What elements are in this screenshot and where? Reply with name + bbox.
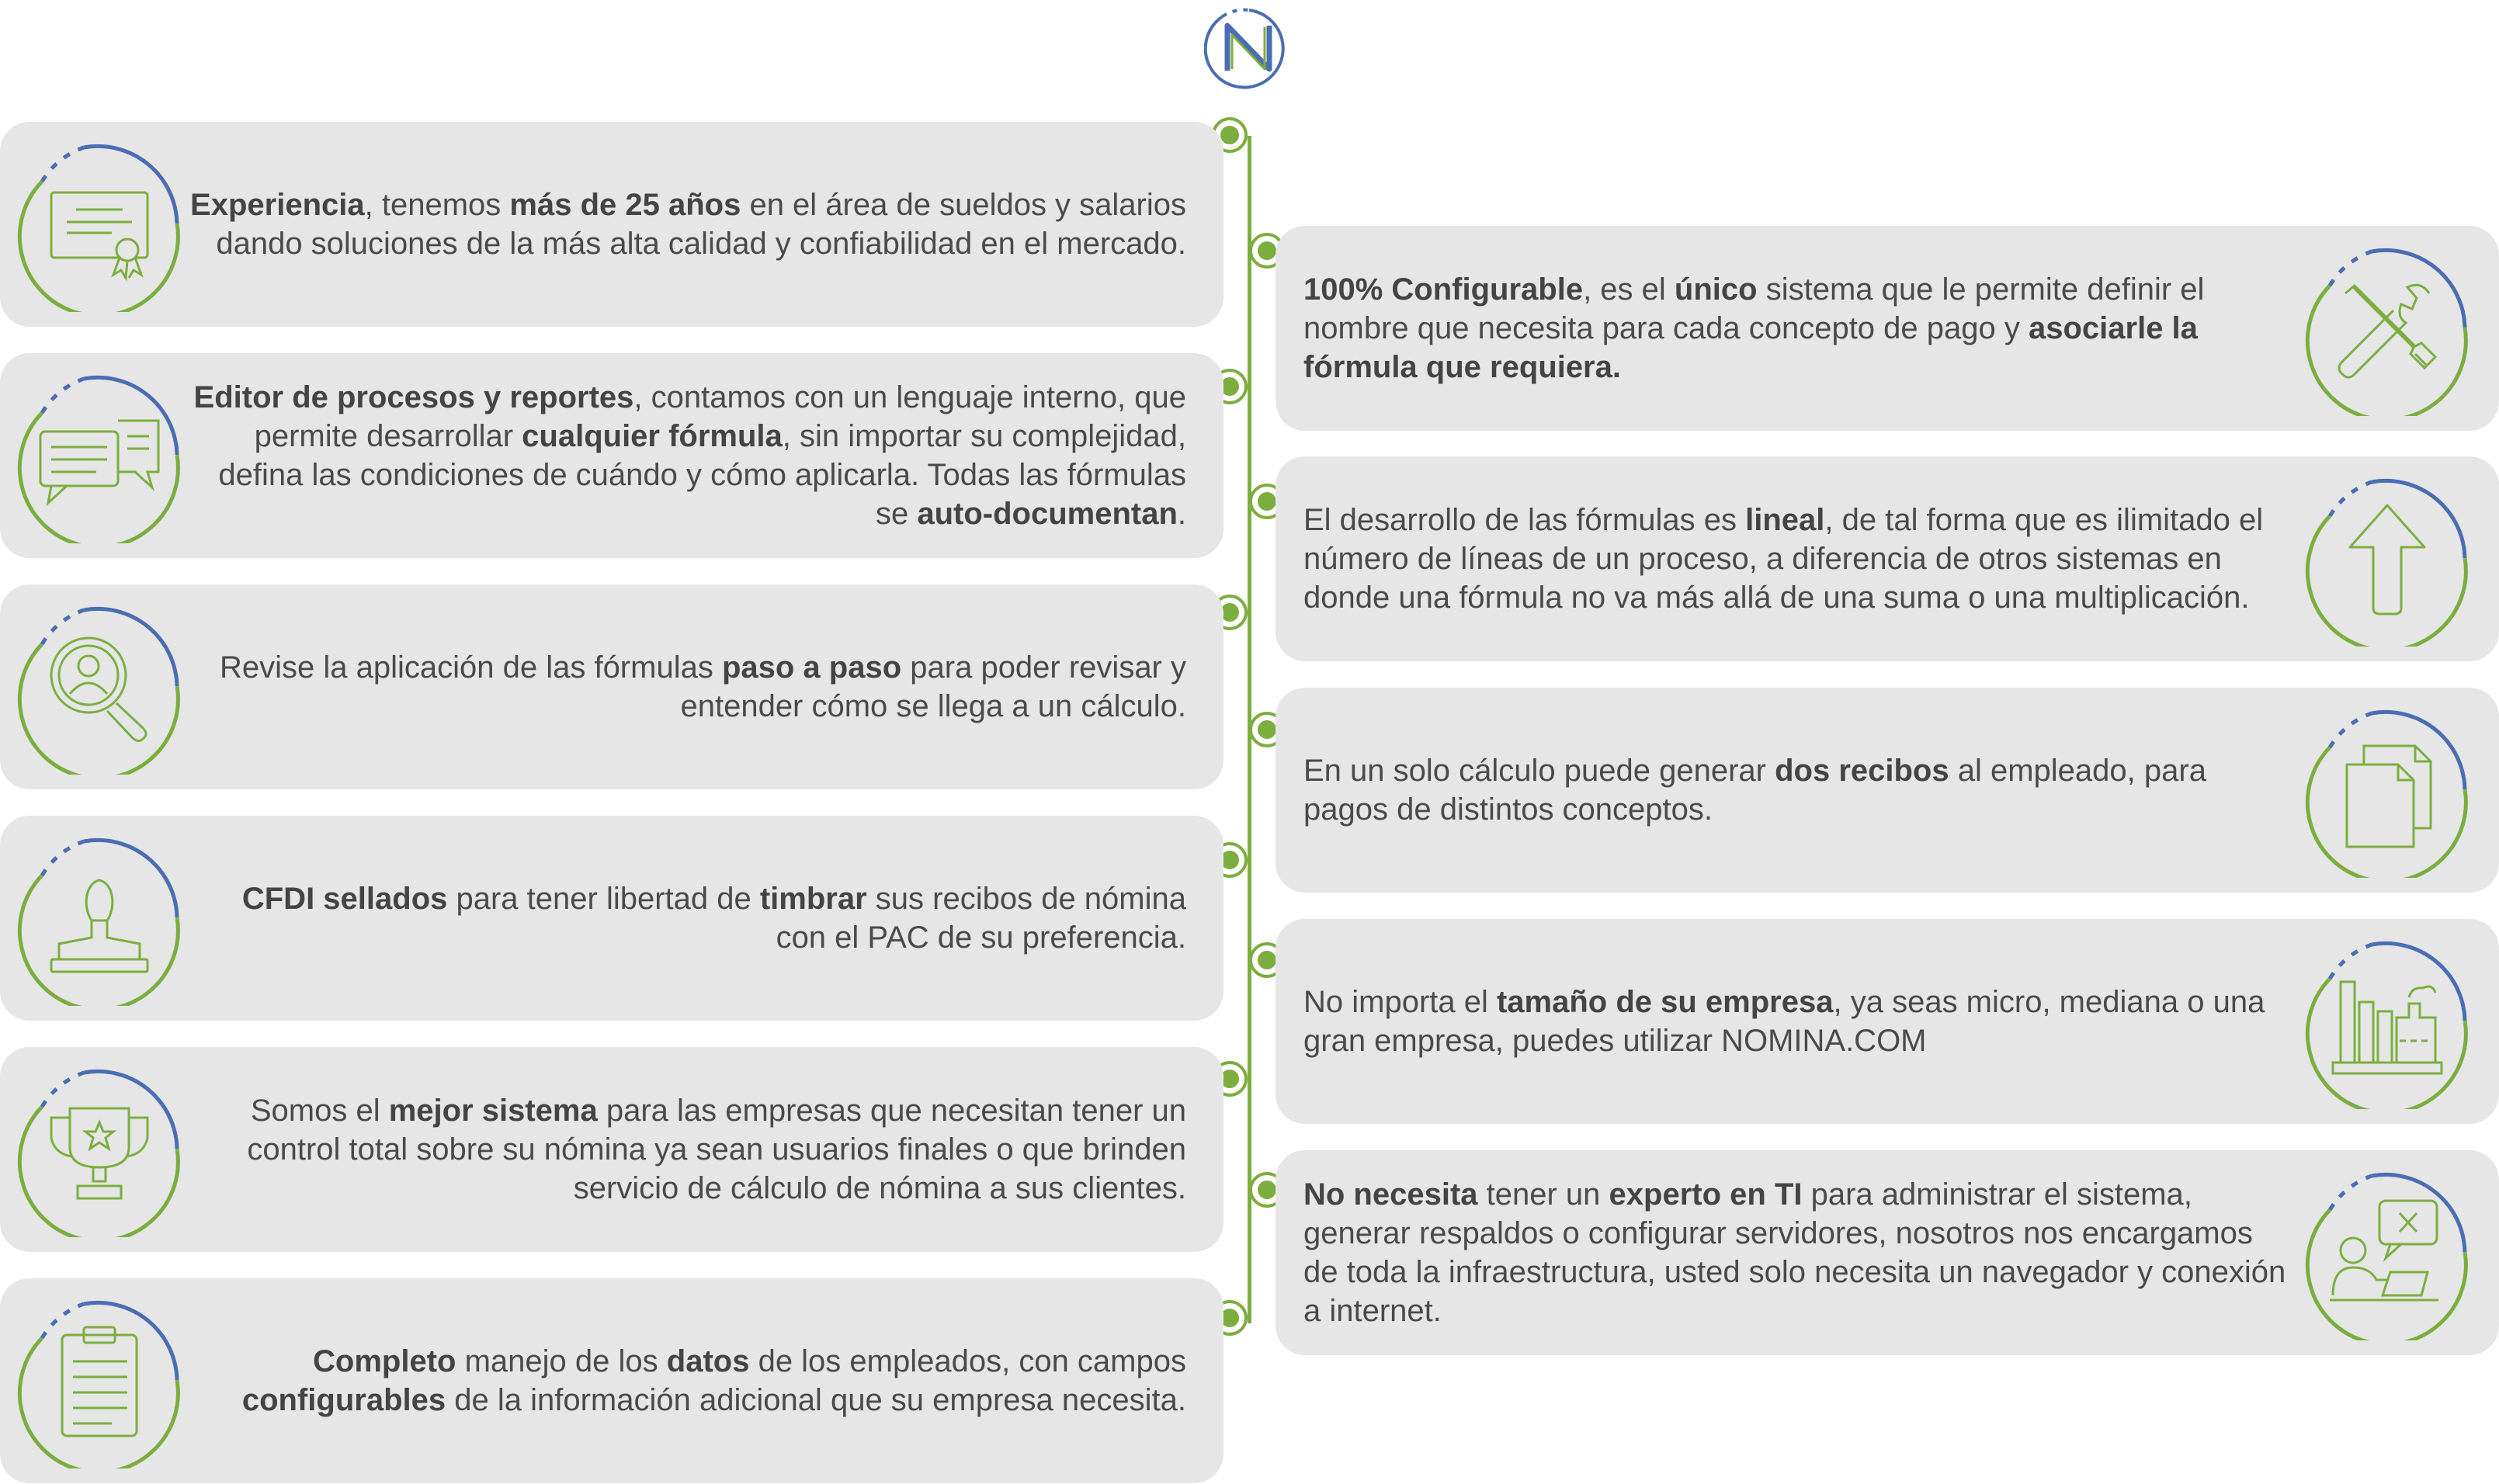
feature-text-bold: experto en TI [1609, 1177, 1803, 1212]
feature-text-segment: . [1177, 497, 1186, 531]
stamp-icon [11, 829, 188, 1006]
left-feature-card [0, 816, 1223, 1021]
certificate-icon [11, 135, 188, 312]
feature-text-bold: Editor de procesos y reportes [193, 380, 634, 414]
feature-text-segment: manejo de los [456, 1344, 667, 1378]
support-agent-icon [2299, 1163, 2476, 1340]
feature-text-bold: único [1674, 272, 1758, 307]
feature-text-bold: datos [666, 1344, 750, 1378]
right-feature-card [1276, 226, 2499, 431]
feature-text-bold: Experiencia [190, 188, 365, 222]
feature-text-bold: Completo [313, 1344, 456, 1378]
chat-bubbles-icon [11, 366, 188, 543]
feature-text [186, 1091, 1186, 1208]
feature-text [1303, 501, 2289, 617]
left-feature-card [0, 122, 1223, 327]
feature-text-bold: cualquier fórmula [522, 419, 783, 453]
feature-text [186, 1342, 1186, 1420]
left-feature-card [0, 353, 1223, 558]
feature-text-segment: Revise la aplicación de las fórmulas [219, 650, 722, 685]
feature-text-segment: para administrar el sistema, generar respaldos o configurar servidores, nosotros nos encargamos de toda la infraestructura, usted solo necesita un navegador y conexión a internet. [1303, 1177, 2286, 1328]
feature-text-segment: sistema que le permite definir el nombre que necesita para cada concepto de pago y [1303, 272, 2205, 345]
feature-text [186, 648, 1186, 726]
feature-text-bold: timbrar [759, 882, 867, 916]
arrow-up-icon [2299, 470, 2476, 647]
feature-text-bold: configurables [241, 1383, 446, 1417]
feature-text [1303, 270, 2289, 387]
feature-text [1303, 983, 2289, 1060]
feature-text-segment: de la información adicional que su empresa necesita. [446, 1383, 1186, 1417]
factory-icon [2299, 932, 2476, 1109]
left-feature-card [0, 584, 1223, 789]
feature-text-bold: lineal [1745, 503, 1825, 537]
feature-text-segment: , es el [1583, 272, 1675, 307]
tools-icon [2299, 239, 2476, 416]
feature-text-segment: , de tal forma que es ilimitado el número de líneas de un proceso, a diferencia de otros sistemas en donde una fórmula no va más allá de una suma o una multiplicación. [1303, 503, 2264, 615]
feature-text-segment: para las empresas que necesitan tener un control total sobre su nómina ya sean usuarios finales o que brinden servicio de cálculo de nómina a sus clientes. [247, 1094, 1186, 1205]
feature-text-segment: para poder revisar y entender cómo se llega a un cálculo. [680, 650, 1186, 723]
feature-text-bold: auto-documentan [917, 497, 1178, 531]
feature-text-segment: en el área de sueldos y salarios dando soluciones de la más alta calidad y confiabilidad en el mercado. [216, 188, 1186, 261]
feature-text [186, 879, 1186, 957]
feature-text-bold: mejor sistema [388, 1094, 598, 1128]
feature-text-segment: tener un [1477, 1177, 1609, 1212]
feature-text-segment: al empleado, para pagos de distintos conceptos. [1303, 754, 2206, 827]
feature-text-bold: asociarle la fórmula que requiera. [1303, 311, 2198, 384]
feature-text-segment: No importa el [1303, 985, 1497, 1019]
brand-logo [1204, 4, 1294, 94]
feature-text-bold: CFDI sellados [241, 882, 448, 916]
documents-icon [2299, 701, 2476, 878]
right-feature-card [1276, 688, 2499, 893]
clipboard-icon [11, 1292, 188, 1468]
user-search-icon [11, 598, 188, 775]
feature-text-segment: de los empleados, con campos [749, 1344, 1186, 1378]
feature-text [1303, 1175, 2289, 1330]
feature-text-segment: sus recibos de nómina con el PAC de su preferencia. [776, 882, 1186, 955]
feature-text-segment: En un solo cálculo puede generar [1303, 754, 1775, 788]
feature-text-bold: No necesita [1303, 1177, 1478, 1212]
feature-text-segment: para tener libertad de [447, 882, 760, 916]
feature-text-bold: 100% Configurable [1303, 272, 1584, 307]
feature-text-bold: dos recibos [1775, 754, 1949, 788]
feature-text-segment: Somos el [250, 1094, 389, 1128]
left-feature-card [0, 1047, 1223, 1252]
feature-text-segment: , contamos con un lenguaje interno, que permite desarrollar [254, 380, 1186, 453]
left-feature-card [0, 1278, 1223, 1483]
feature-text [186, 186, 1186, 263]
right-feature-card [1276, 1150, 2499, 1355]
feature-text-bold: paso a paso [721, 650, 902, 685]
feature-text-segment: , ya seas micro, mediana o una gran empresa, puedes utilizar NOMINA.COM [1303, 985, 2265, 1058]
right-feature-card [1276, 456, 2499, 661]
logo-letter: N [1248, 54, 1250, 56]
feature-text [186, 378, 1186, 533]
feature-text-bold: tamaño de su empresa [1496, 985, 1834, 1019]
feature-text-segment: , tenemos [364, 188, 510, 222]
feature-text [1303, 751, 2289, 829]
feature-text-segment: , sin importar su complejidad, defina las condiciones de cuándo y cómo aplicarla. Todas las fórmulas se [218, 419, 1186, 531]
right-feature-card [1276, 919, 2499, 1124]
trophy-icon [11, 1060, 188, 1237]
feature-text-segment: El desarrollo de las fórmulas es [1303, 503, 1746, 537]
feature-text-bold: más de 25 años [509, 188, 741, 222]
